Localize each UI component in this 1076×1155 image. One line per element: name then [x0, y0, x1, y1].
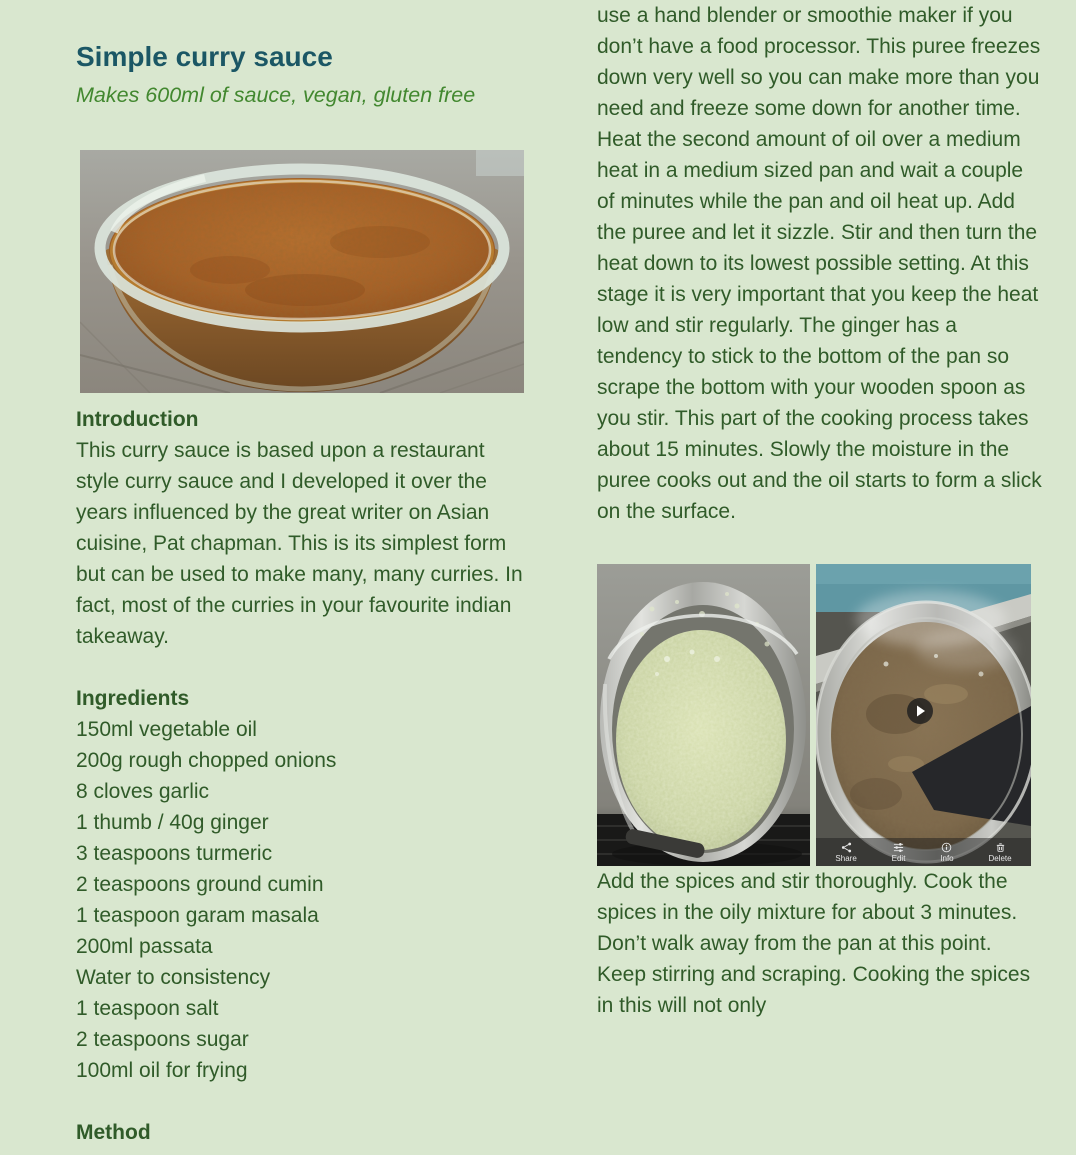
ingredients-heading: Ingredients	[76, 687, 190, 710]
method-paragraph-heat: Heat the second amount of oil over a medium heat in a medium sized pan and wait a couple of minutes while the pan and oil heat up. Add the puree and let it sizzle. Stir and then turn the heat down to its lowest possible setting. At this stage it is very important that you keep the heat low and stir regularly. The ginger has a tendency to stick to the bottom of the pan so scrape the bottom with your wooden spoon as you stir. This part of the cooking process takes about 15 minutes. Slowly the moisture in the puree cooks out and the oil starts to form a slick on the surface.	[597, 128, 1042, 523]
delete-button[interactable]	[988, 842, 1011, 863]
share-button[interactable]	[835, 842, 856, 863]
cooking-photos	[597, 564, 1044, 866]
ingredient-item: 2 teaspoons sugar	[76, 1028, 249, 1051]
ingredient-item: 1 teaspoon garam masala	[76, 904, 319, 927]
ingredient-item: Water to consistency	[76, 966, 271, 989]
introduction-heading: Introduction	[76, 408, 199, 431]
ingredient-item: 2 teaspoons ground cumin	[76, 873, 324, 896]
ingredient-item: 8 cloves garlic	[76, 780, 210, 803]
onion-puree-pan-photo	[597, 564, 810, 866]
ingredient-item: 1 teaspoon salt	[76, 997, 219, 1020]
play-button[interactable]	[906, 697, 934, 725]
ingredient-item: 150ml vegetable oil	[76, 718, 257, 741]
right-column	[597, 0, 1044, 1021]
curry-bowl-illustration	[80, 150, 524, 393]
edit-icon	[893, 842, 904, 853]
recipe-subtitle: Makes 600ml of sauce, vegan, gluten free	[76, 83, 476, 107]
ingredient-item: 100ml oil for frying	[76, 1059, 248, 1082]
info-button[interactable]	[940, 842, 953, 863]
browned-puree-pan-photo	[816, 564, 1031, 866]
share-icon	[841, 842, 852, 853]
ingredient-item: 1 thumb / 40g ginger	[76, 811, 269, 834]
left-column	[76, 0, 524, 1148]
ingredients-list	[76, 714, 524, 1086]
ingredient-item: 200ml passata	[76, 935, 213, 958]
ingredient-item: 200g rough chopped onions	[76, 749, 337, 772]
info-icon	[941, 842, 952, 853]
ingredient-item: 3 teaspoons turmeric	[76, 842, 273, 865]
gallery-toolbar	[816, 838, 1031, 866]
edit-button[interactable]	[892, 842, 906, 863]
info-label: Info	[940, 853, 954, 863]
continuation-paragraph: use a hand blender or smoothie maker if you don’t have a food processor. This puree freezes down very well so you can make more than you need and freeze some down for another time.	[597, 4, 1041, 120]
method-paragraph-spices: Add the spices and stir thoroughly. Cook the spices in the oily mixture for about 3 minutes. Don’t walk away from the pan at this point. Keep stirring and scraping. Cooking the spices in this will not only	[597, 870, 1031, 1017]
puree-pan-illustration	[597, 564, 810, 866]
edit-label: Edit	[891, 853, 906, 863]
play-icon	[906, 697, 934, 725]
method-heading: Method	[76, 1121, 151, 1144]
introduction-text: This curry sauce is based upon a restaurant style curry sauce and I developed it over the years influenced by the great writer on Asian cuisine, Pat chapman. This is its simplest form but can be used to make many, many curries. In fact, most of the curries in your favourite indian takeaway.	[76, 439, 523, 648]
delete-label: Delete	[988, 853, 1012, 863]
recipe-title: Simple curry sauce	[76, 41, 333, 72]
curry-sauce-photo	[80, 150, 524, 393]
delete-icon	[995, 842, 1006, 853]
share-label: Share	[835, 853, 857, 863]
